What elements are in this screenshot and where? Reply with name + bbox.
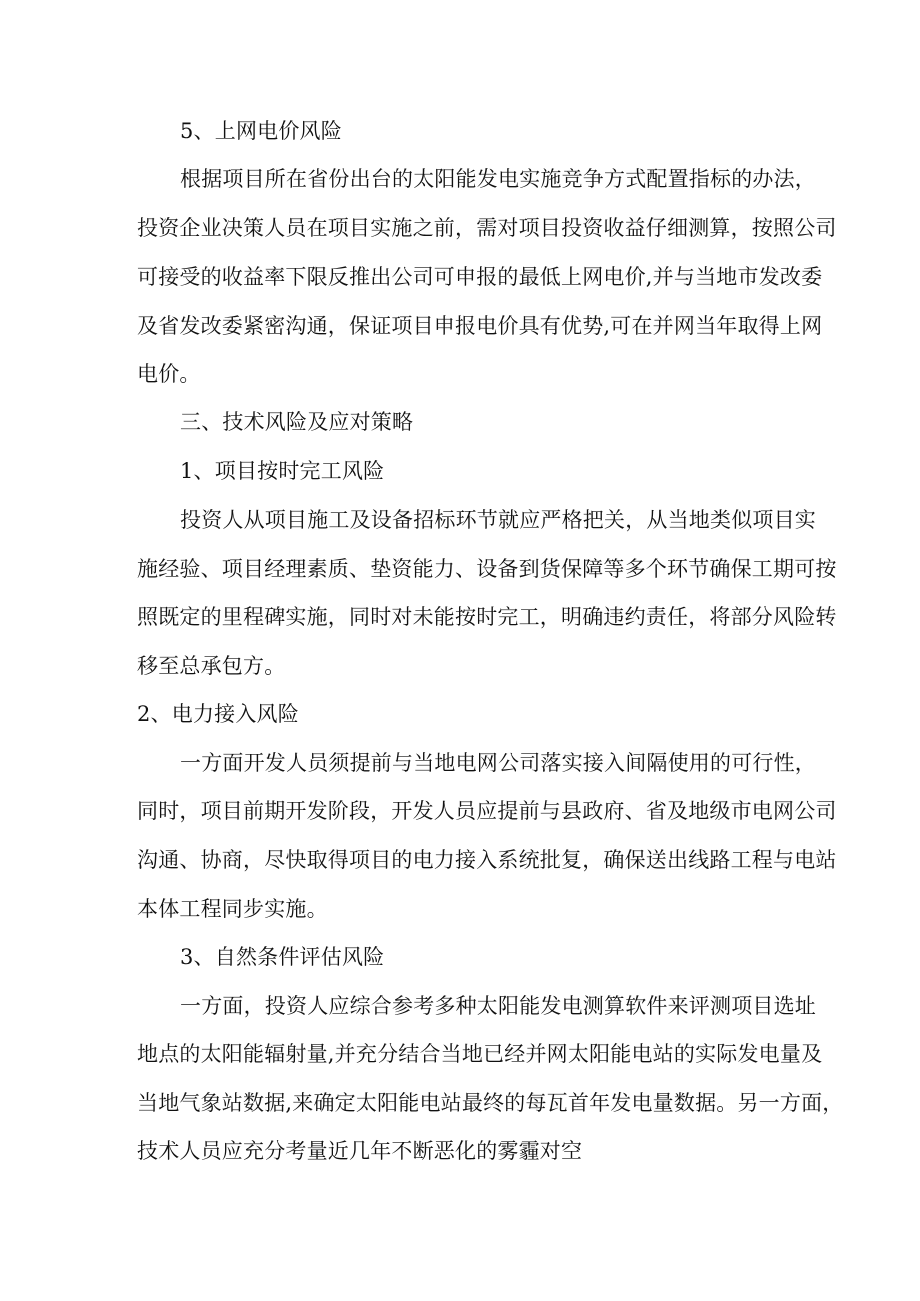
paragraph-line: 沟通、协商，尽快取得项目的电力接入系统批复，确保送出线路工程与电站 (137, 848, 837, 872)
paragraph-line: 投资人从项目施工及设备招标环节就应严格把关，从当地类似项目实 (180, 508, 816, 532)
paragraph-line: 一方面开发人员须提前与当地电网公司落实接入间隔使用的可行性， (180, 751, 816, 775)
heading-natural-conditions-risk: 3、自然条件评估风险 (180, 945, 385, 969)
paragraph-line: 照既定的里程碑实施，同时对未能按时完工，明确违约责任，将部分风险转 (137, 605, 837, 629)
heading-technical-risk: 三、技术风险及应对策略 (180, 410, 414, 434)
paragraph-line: 本体工程同步实施。 (137, 897, 328, 921)
paragraph-line: 电价。 (137, 362, 201, 386)
paragraph-line: 同时，项目前期开发阶段，开发人员应提前与县政府、省及地级市电网公司 (137, 799, 837, 823)
paragraph-line: 施经验、项目经理素质、垫资能力、设备到货保障等多个环节确保工期可按 (137, 557, 837, 581)
heading-feed-in-price-risk: 5、上网电价风险 (180, 119, 342, 143)
paragraph-line: 地点的太阳能辐射量,并充分结合当地已经并网太阳能电站的实际发电量及 (137, 1042, 823, 1066)
heading-grid-connection-risk: 2、电力接入风险 (137, 702, 299, 726)
paragraph-line: 移至总承包方。 (137, 654, 286, 678)
paragraph-line: 可接受的收益率下限反推出公司可申报的最低上网电价,并与当地市发改委 (137, 265, 823, 289)
paragraph-line: 技术人员应充分考量近几年不断恶化的雾霾对空 (137, 1139, 583, 1163)
paragraph-line: 根据项目所在省份出台的太阳能发电实施竞争方式配置指标的办法， (180, 167, 816, 191)
paragraph-line: 当地气象站数据,来确定太阳能电站最终的每瓦首年发电量数据。另一方面， (137, 1091, 844, 1115)
heading-completion-risk: 1、项目按时完工风险 (180, 459, 385, 483)
paragraph-line: 投资企业决策人员在项目实施之前，需对项目投资收益仔细测算，按照公司 (137, 216, 837, 240)
paragraph-line: 及省发改委紧密沟通，保证项目申报电价具有优势,可在并网当年取得上网 (137, 314, 823, 338)
paragraph-line: 一方面，投资人应综合参考多种太阳能发电测算软件来评测项目选址 (180, 994, 816, 1018)
